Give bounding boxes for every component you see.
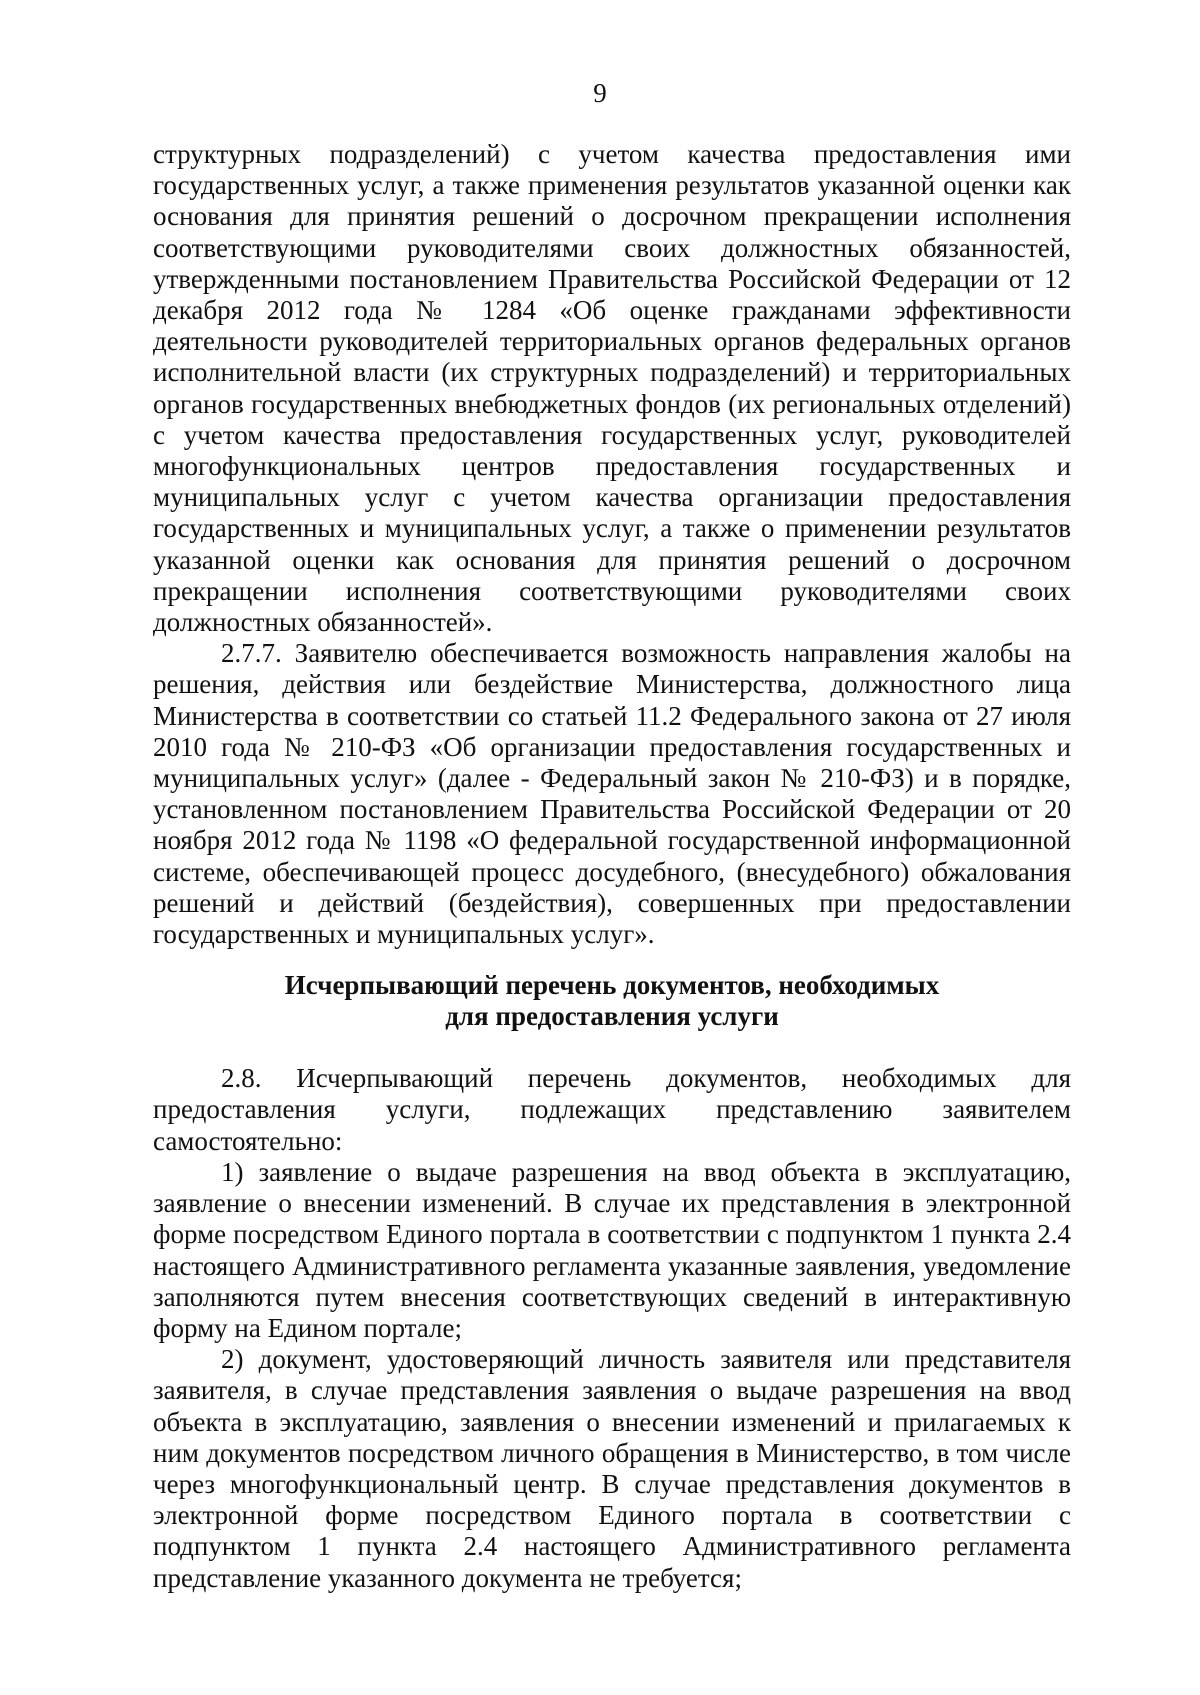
paragraph-2-8: 2.8. Исчерпывающий перечень документов, необходимых для предоставления услуги, подлежащих представлению заявителем самостоятельно: xyxy=(153,1063,1071,1156)
section-heading-line-2: для предоставления услуги xyxy=(445,1001,779,1032)
paragraph-2-7-7: 2.7.7. Заявителю обеспечивается возможность направления жалобы на решения, действия или бездействие Министерства, должностного лица Министерства в соответствии со статьей 11.2 Федерального закона от 27 июля 2010 года № 210-ФЗ «Об организации предоставления государственных и муниципальных услуг» (далее - Федеральный закон № 210-ФЗ) и в порядке, установленном постановлением Правительства Российской Федерации от 20 ноября 2012 года № 1198 «О федеральной государственной информационной системе, обеспечивающей процесс досудебного, (внесудебного) обжалования решений и действий (бездействия), совершенных при предоставлении государственных и муниципальных услуг». xyxy=(153,638,1071,950)
list-item-2: 2) документ, удостоверяющий личность заявителя или представителя заявителя, в случае представления заявления о выдаче разрешения на ввод объекта в эксплуатацию, заявления о внесении изменений и прилагаемых к ним документов посредством личного обращения в Министерство, в том числе через многофункциональный центр. В случае представления документов в электронной форме посредством Единого портала в соответствии с подпунктом 1 пункта 2.4 настоящего Административного регламента представление указанного документа не требуется; xyxy=(153,1344,1071,1593)
document-body xyxy=(153,139,1071,1594)
list-item-1: 1) заявление о выдаче разрешения на ввод объекта в эксплуатацию, заявление о внесении изменений. В случае их представления в электронной форме посредством Единого портала в соответствии с подпунктом 1 пункта 2.4 настоящего Административного регламента указанные заявления, уведомление заполняются путем внесения соответствующих сведений в интерактивную форму на Едином портале; xyxy=(153,1156,1071,1343)
paragraph-continuation: структурных подразделений) с учетом качества предоставления ими государственных услуг, а также применения результатов указанной оценки как основания для принятия решений о досрочном прекращении исполнения соответствующими руководителями своих должностных обязанностей, утвержденными постановлением Правительства Российской Федерации от 12 декабря 2012 года № 1284 «Об оценке гражданами эффективности деятельности руководителей территориальных органов федеральных органов исполнительной власти (их структурных подразделений) и территориальных органов государственных внебюджетных фондов (их региональных отделений) с учетом качества предоставления государственных услуг, руководителей многофункциональных центров предоставления государственных и муниципальных услуг с учетом качества организации предоставления государственных и муниципальных услуг, а также о применении результатов указанной оценки как основания для принятия решений о досрочном прекращении исполнения соответствующими руководителями своих должностных обязанностей». xyxy=(153,139,1071,638)
page-number: 9 xyxy=(593,78,607,108)
section-heading-line-1: Исчерпывающий перечень документов, необходимых xyxy=(284,970,940,1001)
section-heading xyxy=(153,970,1071,1032)
